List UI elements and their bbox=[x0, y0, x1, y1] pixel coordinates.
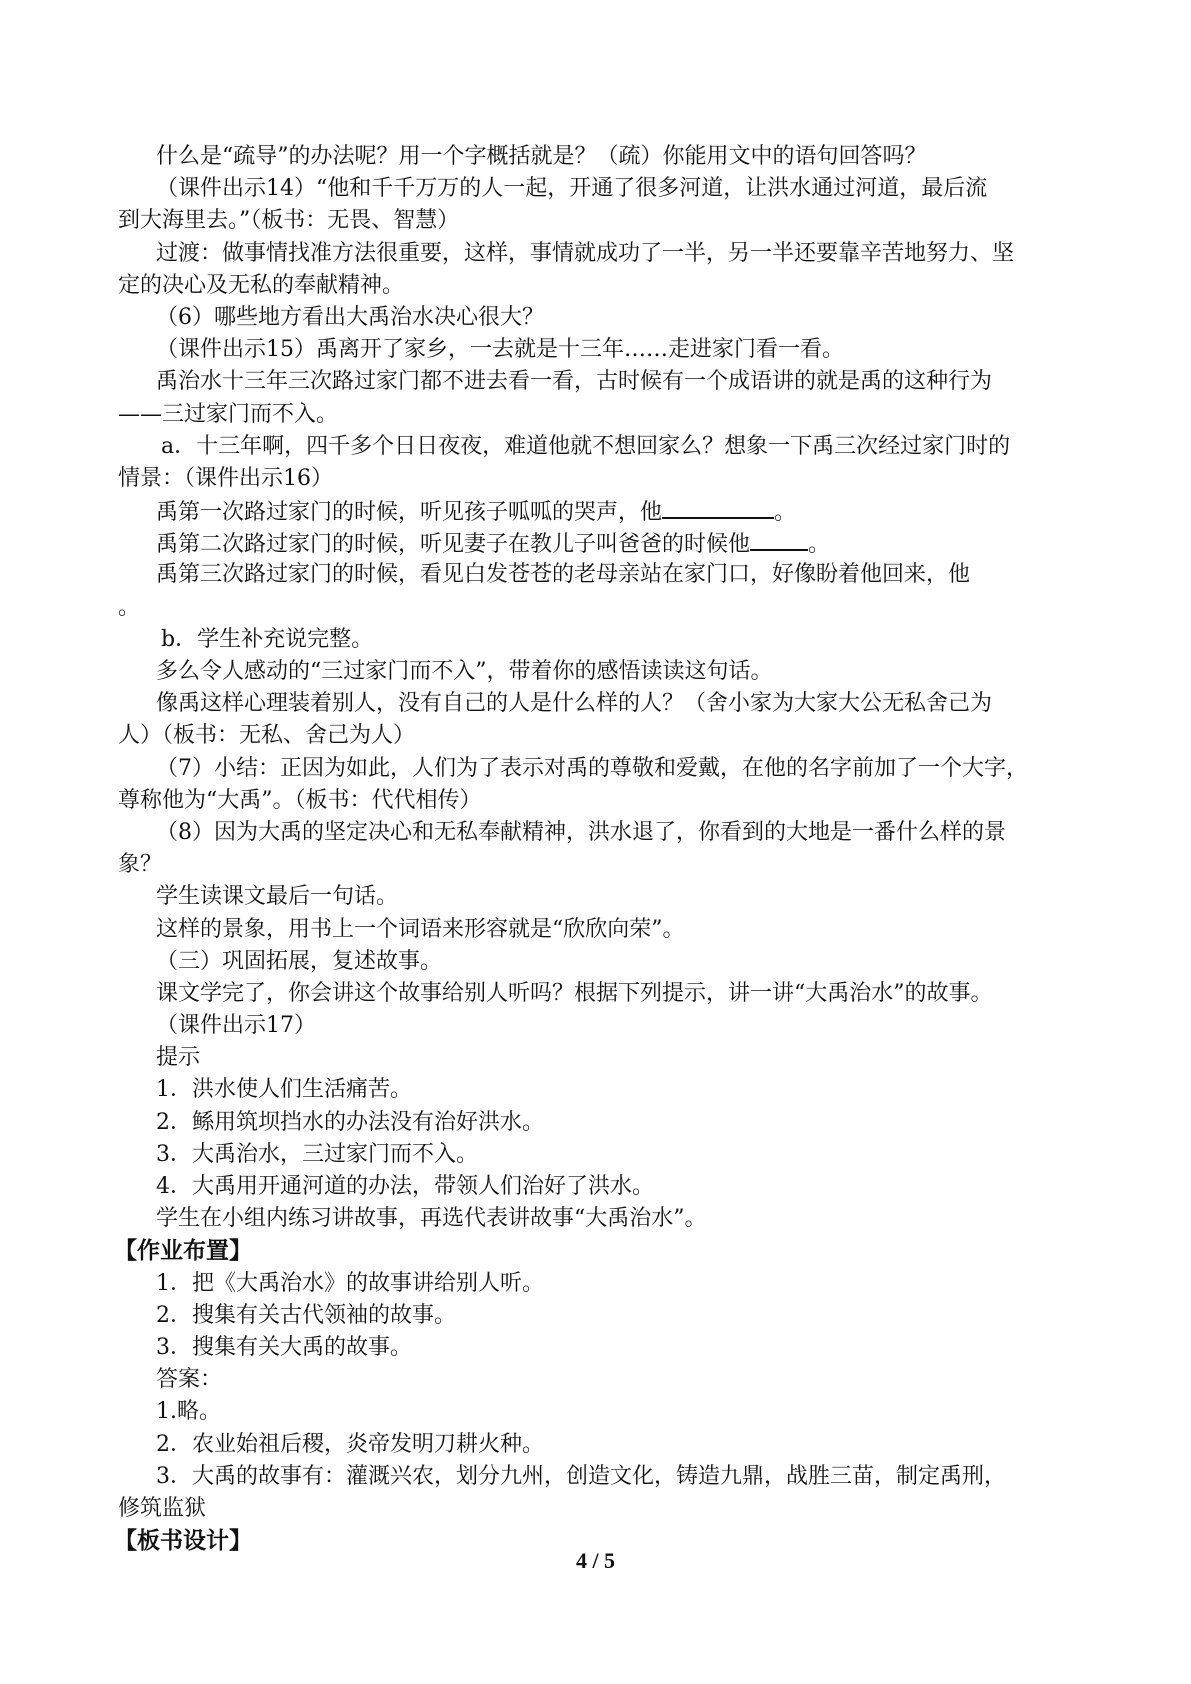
paragraph-line: 到大海里去。”（板书：无畏、智慧） bbox=[118, 208, 460, 234]
paragraph-line: 课文学完了，你会讲这个故事给别人听吗？根据下列提示，讲一讲“大禹治水”的故事。 bbox=[156, 980, 993, 1006]
answer-blank bbox=[662, 495, 774, 519]
paragraph-line: 修筑监狱 bbox=[118, 1495, 207, 1521]
paragraph-line: （课件出示14）“他和千千万万的人一起，开通了很多河道，让洪水通过河道，最后流 bbox=[156, 176, 988, 202]
paragraph-line: 情景：（课件出示16） bbox=[118, 465, 333, 491]
paragraph-line: 提示 bbox=[156, 1045, 201, 1071]
paragraph-line: 。 bbox=[118, 594, 141, 620]
list-item: 4．大禹用开通河道的办法，带领人们治好了洪水。 bbox=[156, 1174, 654, 1199]
paragraph-line: 学生在小组内练习讲故事，再选代表讲故事“大禹治水”。 bbox=[156, 1206, 707, 1232]
paragraph-line: 什么是“疏导”的办法呢？用一个字概括就是？（疏）你能用文中的语句回答吗？ bbox=[156, 144, 927, 169]
list-item: 1．洪水使人们生活痛苦。 bbox=[156, 1077, 412, 1103]
paragraph-line: 定的决心及无私的奉献精神。 bbox=[118, 272, 405, 298]
fill-in-suffix: 。 bbox=[808, 532, 831, 558]
page-number: 4 / 5 bbox=[575, 1548, 616, 1573]
section-heading-homework: 【作业布置】 bbox=[114, 1238, 252, 1265]
list-item: 1.略。 bbox=[156, 1399, 221, 1425]
body-text bbox=[114, 141, 1088, 1557]
paragraph-line: 禹治水十三年三次路过家门都不进去看一看，古时候有一个成语讲的就是禹的这种行为 bbox=[156, 369, 993, 395]
list-item: 2．农业始祖后稷，炎帝发明刀耕火种。 bbox=[156, 1431, 544, 1457]
fill-in-line bbox=[118, 527, 1088, 559]
section-heading-board-design: 【板书设计】 bbox=[114, 1528, 252, 1555]
answer-label: 答案： bbox=[156, 1367, 223, 1393]
paragraph-line: ——三过家门而不入。 bbox=[118, 401, 339, 427]
paragraph-line: （8）因为大禹的坚定决心和无私奉献精神，洪水退了，你看到的大地是一番什么样的景 bbox=[156, 819, 1006, 845]
paragraph-line: 多么令人感动的“三过家门而不入”，带着你的感悟读读这句话。 bbox=[156, 659, 773, 684]
list-item: 2．鲧用筑坝挡水的办法没有治好洪水。 bbox=[156, 1109, 544, 1135]
paragraph-line: 尊称他为“大禹”。（板书：代代相传） bbox=[118, 787, 482, 813]
paragraph-line: a．十三年啊，四千多个日日夜夜，难道他就不想回家么？想象一下禹三次经过家门时的 bbox=[161, 433, 1011, 459]
paragraph-line: 人）（板书：无私、舍己为人） bbox=[118, 723, 416, 749]
paragraph-line: 禹第三次路过家门的时候，看见白发苍苍的老母亲站在家门口，好像盼着他回来，他 bbox=[156, 562, 971, 588]
paragraph-line: （7）小结：正因为如此，人们为了表示对禹的尊敬和爱戴，在他的名字前加了一个大字， bbox=[156, 755, 1029, 781]
list-item: 3．大禹的故事有：灌溉兴农，划分九州，创造文化，铸造九鼎，战胜三苗，制定禹刑， bbox=[156, 1463, 1006, 1489]
list-item: 3．大禹治水，三过家门而不入。 bbox=[156, 1141, 478, 1167]
fill-in-text: 禹第二次路过家门的时候，听见妻子在教儿子叫爸爸的时候他 bbox=[156, 532, 751, 558]
paragraph-line: 学生读课文最后一句话。 bbox=[156, 884, 399, 910]
paragraph-line: （6）哪些地方看出大禹治水决心很大？ bbox=[156, 304, 544, 330]
paragraph-line: （三）巩固拓展，复述故事。 bbox=[156, 948, 443, 974]
list-item: 3．搜集有关大禹的故事。 bbox=[156, 1334, 412, 1360]
answer-blank bbox=[750, 527, 808, 551]
fill-in-line bbox=[118, 495, 1088, 527]
paragraph-line: 这样的景象，用书上一个词语来形容就是“欣欣向荣”。 bbox=[156, 916, 685, 942]
list-item: 1．把《大禹治水》的故事讲给别人听。 bbox=[156, 1270, 544, 1296]
paragraph-line: b．学生补充说完整。 bbox=[161, 626, 374, 652]
paragraph-line: 过渡：做事情找准方法很重要，这样，事情就成功了一半，另一半还要靠辛苦地努力、坚 bbox=[156, 240, 1015, 266]
list-item: 2．搜集有关古代领袖的故事。 bbox=[156, 1302, 456, 1328]
paragraph-line: 像禹这样心理装着别人，没有自己的人是什么样的人？（舍小家为大家大公无私舍己为 bbox=[156, 691, 993, 717]
paragraph-line: （课件出示15）禹离开了家乡，一去就是十三年……走进家门看一看。 bbox=[156, 337, 844, 363]
paragraph-line: （课件出示17） bbox=[156, 1013, 316, 1039]
fill-in-text: 禹第一次路过家门的时候，听见孩子呱呱的哭声，他 bbox=[156, 500, 663, 526]
paragraph-line: 象？ bbox=[118, 852, 163, 878]
fill-in-suffix: 。 bbox=[774, 500, 797, 526]
